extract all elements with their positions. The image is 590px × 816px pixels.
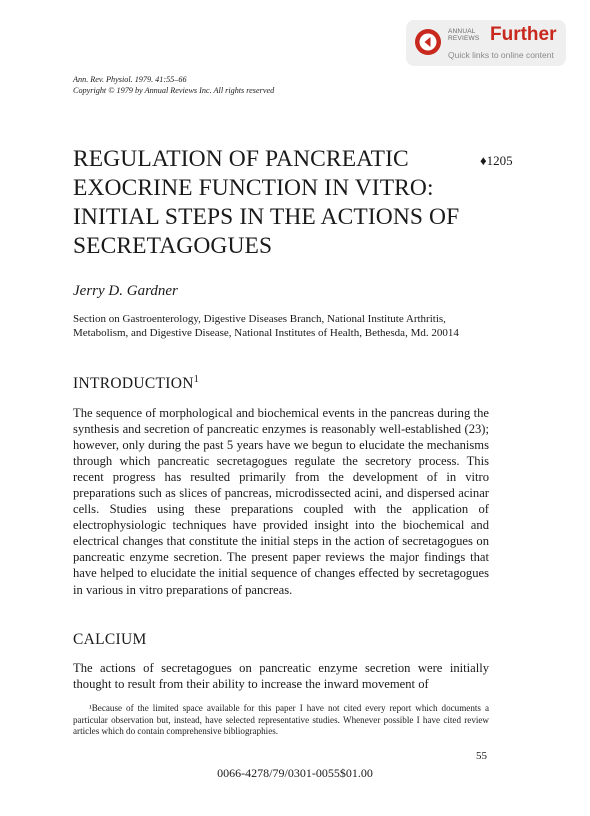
author-affiliation: Section on Gastroenterology, Digestive Diseases Branch, National Institute Arthritis, Metabolism, and Digestive Disease, National Institutes of Health, Bethesda, Md. 20014 — [73, 313, 459, 339]
article-title: REGULATION OF PANCREATIC EXOCRINE FUNCTION IN VITRO: INITIAL STEPS IN THE ACTIONS OF SECRETAGOGUES — [73, 146, 460, 259]
article-page-id: ♦1205 — [480, 153, 513, 168]
page-number: 55 — [476, 750, 487, 762]
calcium-heading: CALCIUM — [73, 631, 147, 648]
footnote-marker: 1 — [193, 374, 200, 385]
journal-citation: Ann. Rev. Physiol. 1979. 41:55–66 Copyright © 1979 by Annual Reviews Inc. All rights reserved — [73, 75, 275, 95]
badge-tagline: Quick links to online content — [448, 50, 554, 60]
calcium-paragraph: The actions of secretagogues on pancreatic enzyme secretion were initially thought to result from their ability to increase the inward movement of — [73, 661, 489, 692]
badge-brand-small: ANNUAL REVIEWS — [448, 28, 480, 42]
annual-reviews-further-badge[interactable] — [406, 20, 566, 66]
footnote: ¹Because of the limited space available for this paper I have not cited every report which documents a particular observation but, instead, have selected representative studies. Whenever possible I have cited review articles which do contain comprehensive bibliographies. — [73, 703, 489, 737]
issn-code: 0066-4278/79/0301-0055$01.00 — [217, 766, 373, 780]
further-logo-icon — [414, 28, 442, 56]
introduction-heading: INTRODUCTION$^1$ — [73, 374, 200, 393]
introduction-paragraph: The sequence of morphological and biochemical events in the pancreas during the synthesis and secretion of pancreatic enzymes is reasonably well-established (23); however, only during the past 5 years have we begun to elucidate the mechanisms through which pancreatic secretagogues regulate the secretory process. This recent progress has resulted primarily from the development of in vitro preparations such as slices of pancreas, microdissected acini, and dispersed acinar cells. Studies using these preparations coupled with the application of electrophysiologic techniques have provided insight into the biochemical and electrical changes that constitute the initial steps in the action of secretagogues on pancreatic enzyme secretion. The present paper reviews the major findings that have helped to elucidate the initial sequence of changes effected by secretagogues in various in vitro preparations of pancreas. — [73, 406, 489, 597]
badge-further-label: Further — [490, 24, 557, 45]
author-name: Jerry D. Gardner — [73, 283, 178, 299]
